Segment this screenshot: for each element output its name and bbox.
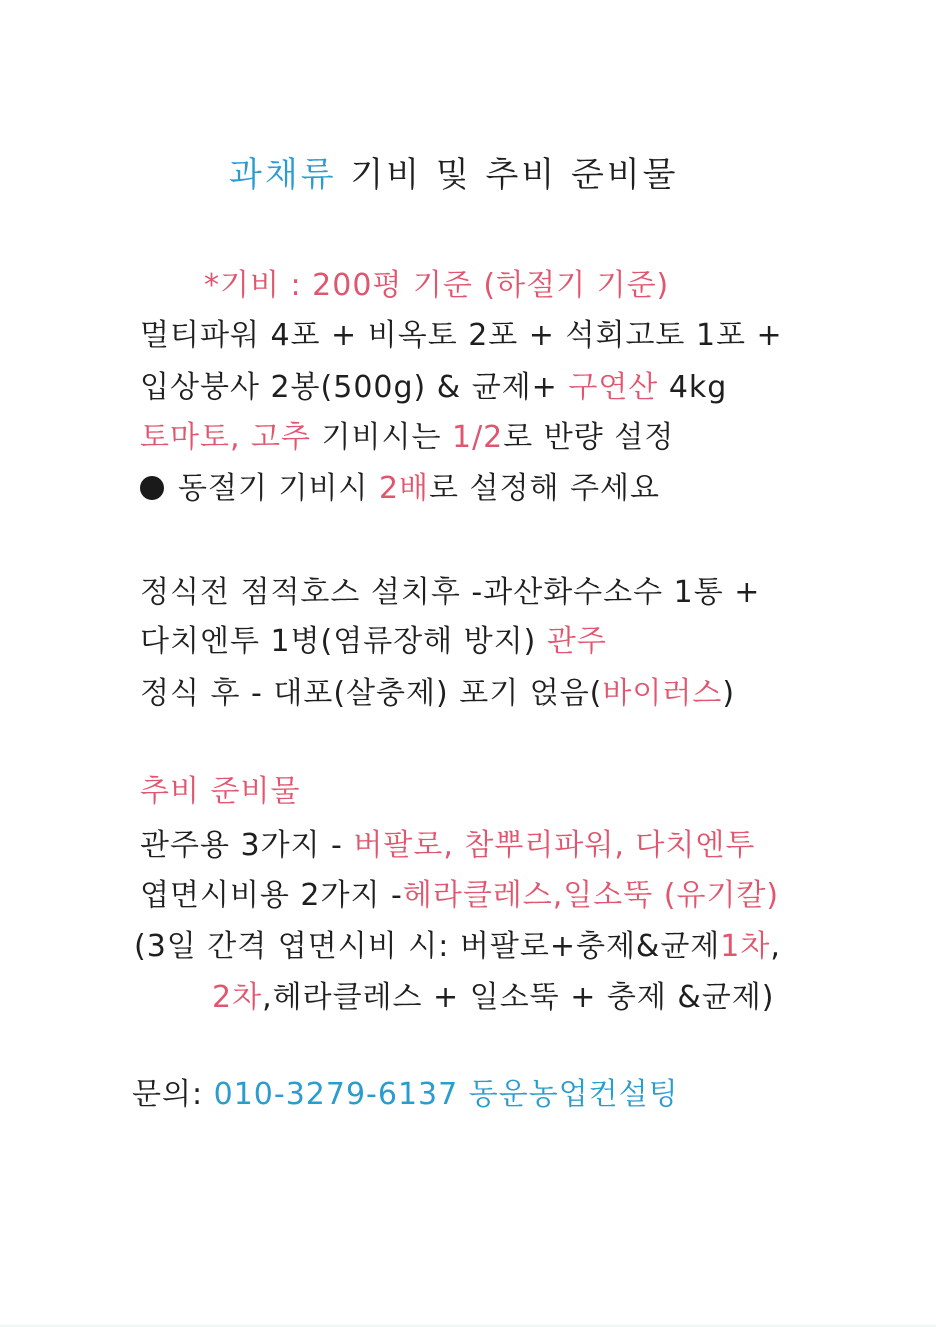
chubi-line-2-text: 엽면시비용 2가지 - bbox=[140, 878, 403, 913]
contact-company: 동운농업컨설팅 bbox=[458, 1077, 679, 1112]
chubi-line-3-comma: , bbox=[770, 929, 781, 964]
virus-highlight: 바이러스 bbox=[602, 676, 723, 711]
kibi-line-1: 멀티파워 4포 + 비옥토 2포 + 석회고토 1포 + bbox=[140, 318, 783, 353]
chubi-line-1 bbox=[140, 826, 755, 866]
chubi-line-2 bbox=[140, 876, 779, 916]
kibi-line-4-text: 동절기 기비시 bbox=[178, 471, 379, 506]
kibi-line-3-end: 로 반량 설정 bbox=[503, 420, 675, 455]
planting-line-3-end: ) bbox=[722, 676, 736, 711]
chubi-line-4 bbox=[212, 978, 774, 1018]
kibi-header: *기비 : 200평 기준 (하절기 기준) bbox=[204, 268, 670, 303]
chubi-header: 추비 준비물 bbox=[140, 774, 301, 809]
planting-line-3 bbox=[140, 674, 735, 714]
first-round: 1차 bbox=[720, 929, 771, 964]
chubi-line-3 bbox=[134, 927, 781, 967]
chubi-line-3-text: (3일 간격 엽면시비 시: 버팔로+충제&균제 bbox=[134, 929, 721, 964]
planting-line-3-text: 정식 후 - 대포(살충제) 포기 얹음( bbox=[140, 676, 603, 711]
planting-line-2-text: 다치엔투 1병(염류장해 방지) bbox=[140, 624, 547, 659]
kibi-line-3 bbox=[140, 418, 674, 458]
half-highlight: 1/2 bbox=[451, 420, 504, 455]
kibi-line-2-amount: 4kg bbox=[658, 370, 728, 405]
irrigation-highlight: 관주 bbox=[546, 624, 607, 659]
scan-edge bbox=[0, 1323, 936, 1327]
irrigation-products: 버팔로, 참뿌리파워, 다치엔투 bbox=[353, 828, 756, 863]
chubi-line-4-text: ,헤라클레스 + 일소뚝 + 충제 &균제) bbox=[262, 980, 775, 1015]
planting-line-2 bbox=[140, 622, 607, 662]
page-title bbox=[229, 155, 679, 195]
kibi-line-4 bbox=[140, 469, 660, 509]
contact-label: 문의: bbox=[132, 1077, 214, 1112]
double-highlight: 2배 bbox=[378, 471, 430, 506]
kibi-line-2 bbox=[140, 368, 727, 408]
title-highlight: 과채류 bbox=[229, 155, 337, 195]
bullet-icon bbox=[140, 476, 164, 500]
kibi-line-3-text: 기비시는 bbox=[310, 420, 452, 455]
kibi-line-4-end: 로 설정해 주세요 bbox=[429, 471, 660, 506]
kibi-line-2-text: 입상붕사 2봉(500g) & 균제+ bbox=[140, 370, 569, 405]
contact-line bbox=[132, 1075, 679, 1115]
second-round: 2차 bbox=[212, 980, 263, 1015]
foliar-products: 헤라클레스,일소뚝 (유기칼) bbox=[402, 878, 780, 913]
contact-phone: 010-3279-6137 bbox=[213, 1077, 459, 1112]
title-rest: 기비 및 추비 준비물 bbox=[336, 155, 679, 195]
planting-line-1: 정식전 점적호스 설치후 -과산화수소수 1통 + bbox=[140, 575, 761, 610]
crops-highlight: 토마토, 고추 bbox=[140, 420, 311, 455]
chubi-line-1-text: 관주용 3가지 - bbox=[140, 828, 354, 863]
citric-acid-highlight: 구연산 bbox=[568, 370, 659, 405]
